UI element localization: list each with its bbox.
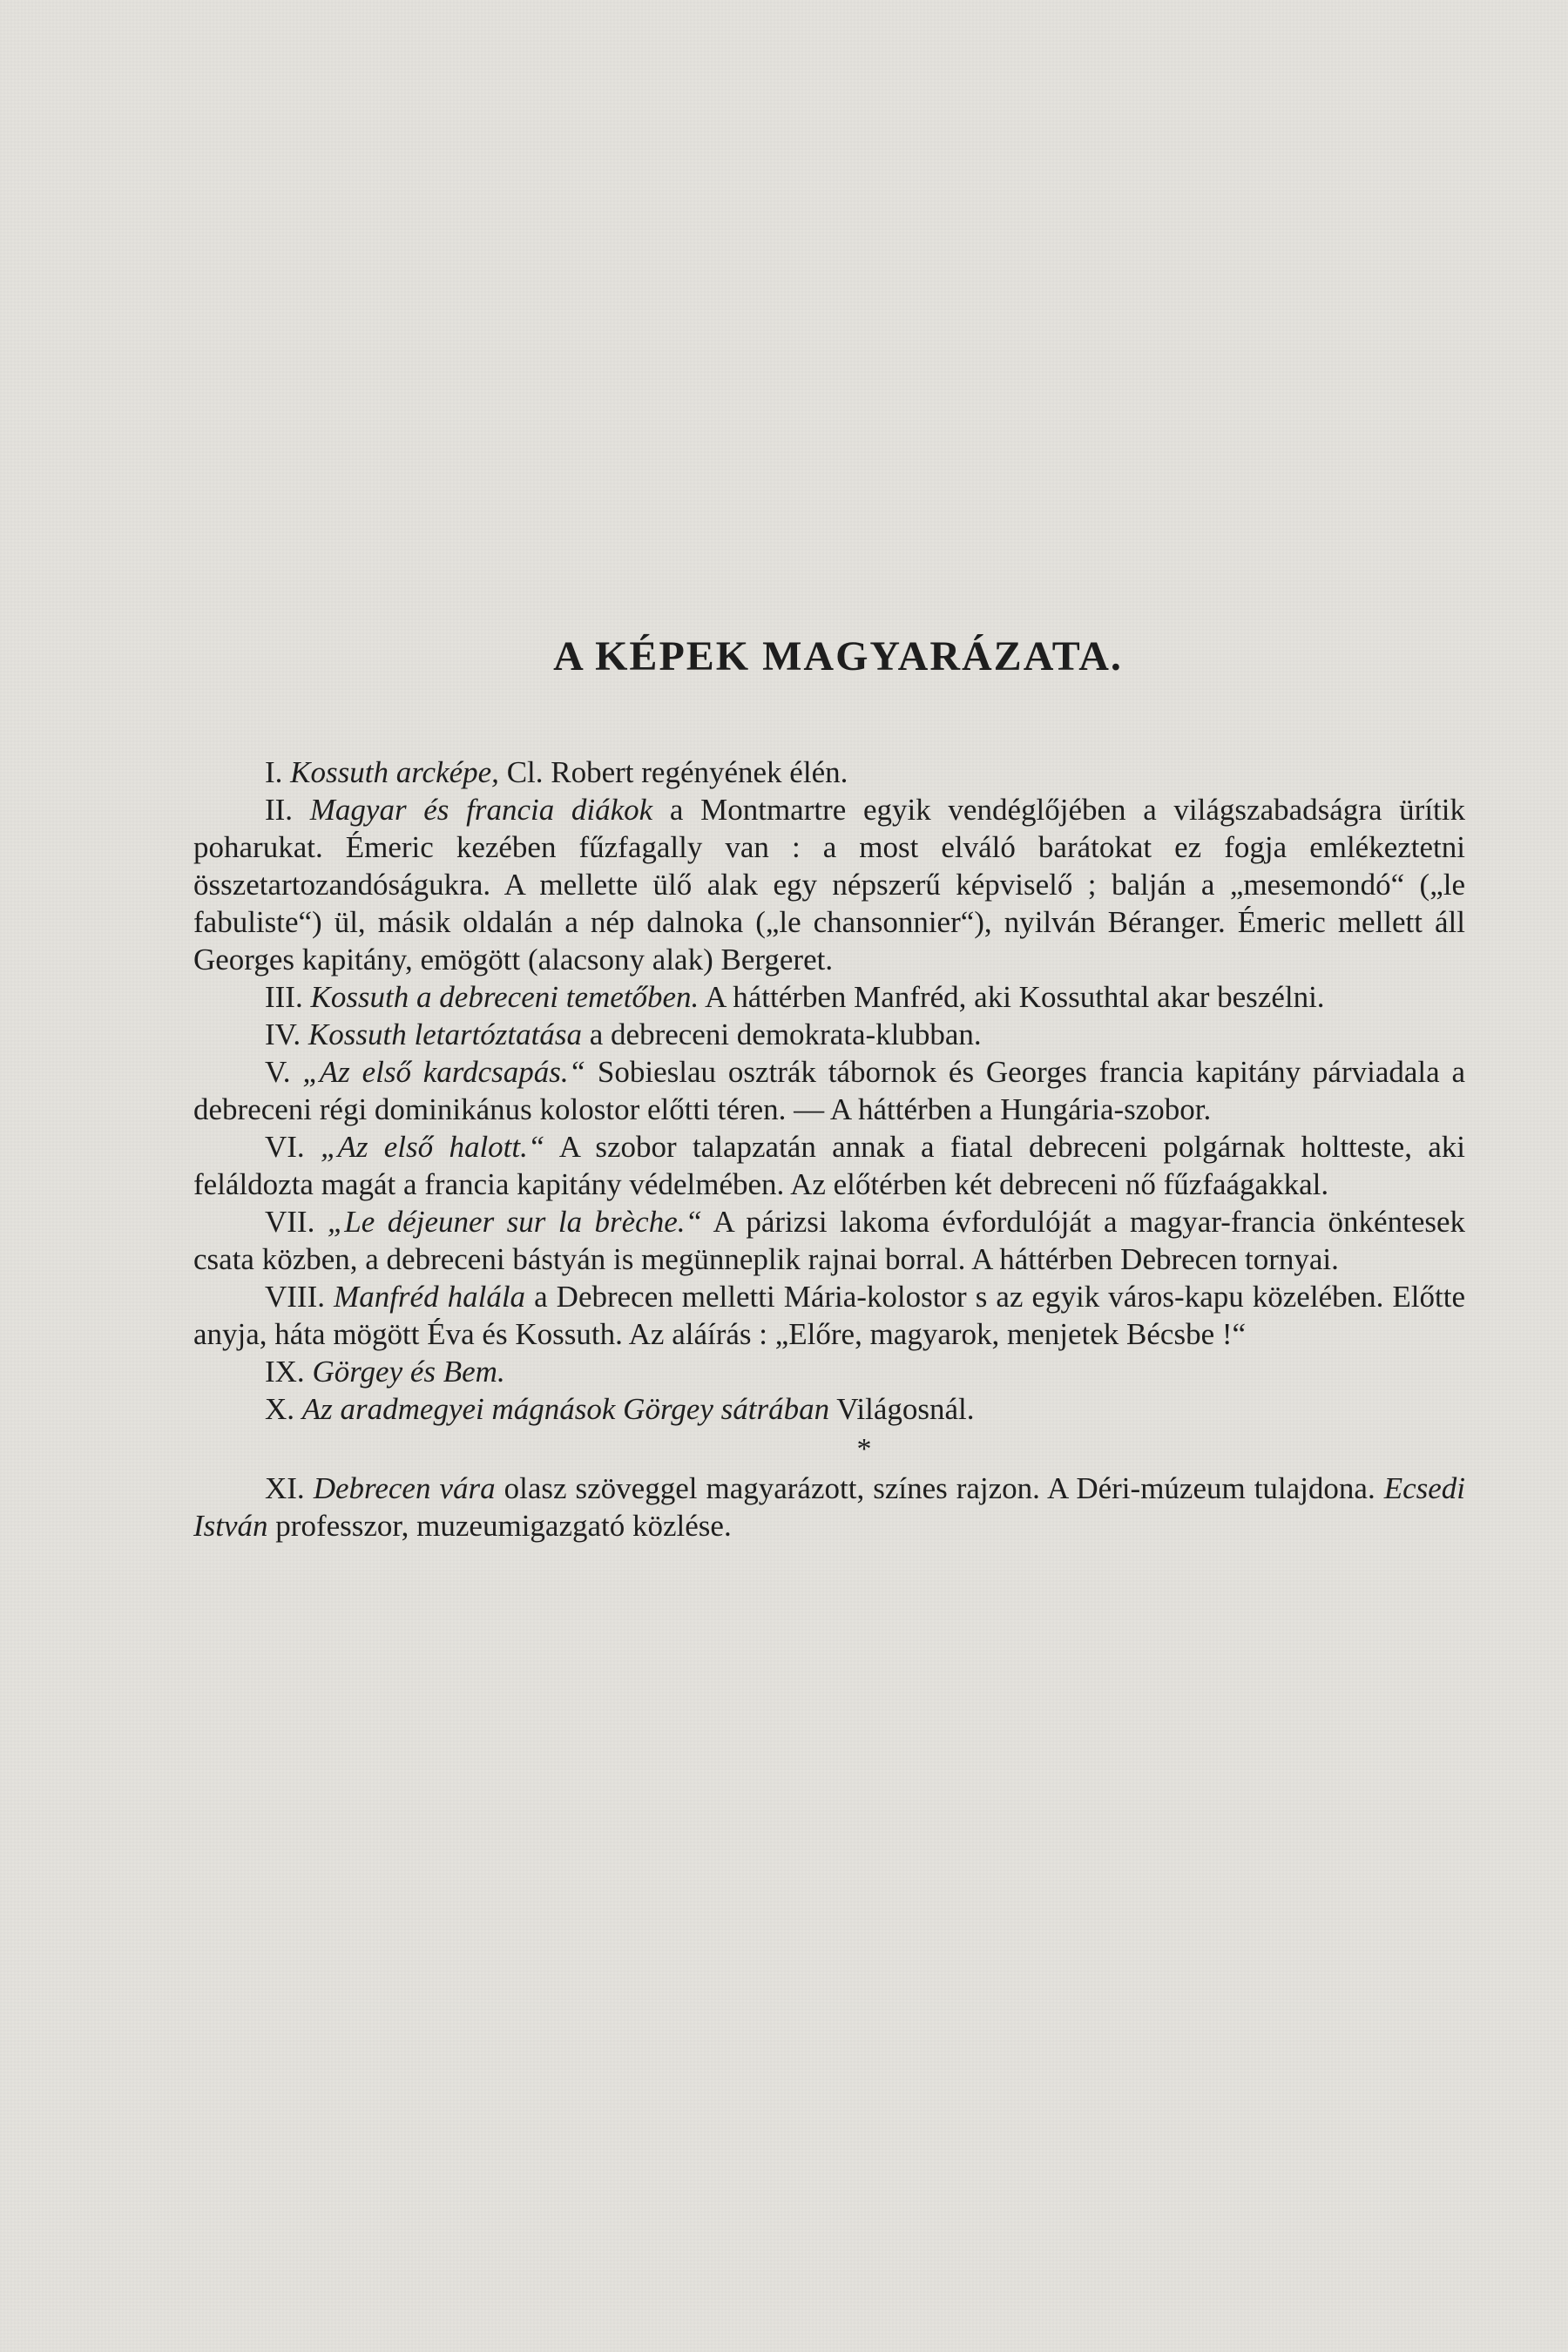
item-text: Cl. Robert regényének élén. <box>498 755 848 789</box>
item-text: olasz szöveggel magyarázott, színes rajzon. A Déri-múzeum tulajdona. <box>495 1471 1384 1505</box>
item-number: VI. <box>265 1130 305 1164</box>
item-number: IV. <box>265 1017 301 1051</box>
item-author: Ecsedi István <box>193 1471 1465 1543</box>
caption-item-1 <box>193 754 1465 791</box>
caption-item-6 <box>193 1128 1465 1203</box>
item-number: I. <box>265 755 283 789</box>
item-title: Kossuth a debreceni temetőben. <box>310 980 700 1014</box>
caption-item-9 <box>193 1353 1465 1390</box>
item-number: V. <box>265 1055 291 1089</box>
page-title: A KÉPEK MAGYARÁZATA. <box>553 633 1123 679</box>
item-text: A párizsi lakoma évfordulóját a magyar-francia önkéntesek csata közben, a debreceni bástyán is megünneplik rajnai borral. A háttérben Debrecen tornyai. <box>193 1205 1466 1276</box>
caption-item-5 <box>193 1053 1465 1128</box>
item-text: professzor, muzeumigazgató közlése. <box>267 1509 732 1543</box>
item-text: a debreceni demokrata-klubban. <box>582 1017 982 1051</box>
item-number: XI. <box>265 1471 305 1505</box>
item-text: a Montmartre egyik vendéglőjében a világszabadságra ürítik poharukat. Émeric kezében fűzfagally van : a most elváló barátokat ez fogja emlékeztetni összetartozandóságukra. A mellette ülő alak egy népszerű képviselő ; balján a „mesemondó“ („le fabuliste“) ül, másik oldalán a nép dalnoka („le chansonnier“), nyilván Béranger. Émeric mellett áll Georges kapitány, emögött (alacsony alak) Bergeret. <box>193 793 1466 977</box>
item-text: A háttérben Manfréd, aki Kossuthtal akar beszélni. <box>699 980 1325 1014</box>
item-number: X. <box>265 1392 295 1426</box>
caption-item-2 <box>193 791 1465 978</box>
caption-item-3 <box>193 978 1465 1016</box>
item-title: Görgey és Bem. <box>312 1355 505 1389</box>
caption-item-8 <box>193 1278 1465 1353</box>
item-title: Debrecen vára <box>313 1471 496 1505</box>
item-text: a Debrecen melletti Mária-kolostor s az egyik város-kapu közelében. Előtte anyja, háta mögött Éva és Kossuth. Az aláírás : „Előre, magyarok, menjetek Bécsbe !“ <box>193 1280 1466 1351</box>
caption-item-11 <box>193 1470 1465 1544</box>
item-text: Világosnál. <box>829 1392 975 1426</box>
caption-item-10 <box>193 1390 1465 1428</box>
caption-item-4 <box>193 1016 1465 1053</box>
document-body <box>193 632 1465 1544</box>
item-title: „Az első halott.“ <box>321 1130 545 1164</box>
section-separator: * <box>856 1433 872 1465</box>
item-title: Magyar és francia diákok <box>309 793 653 827</box>
item-text: A szobor talapzatán annak a fiatal debreceni polgárnak holtteste, aki feláldozta magát a francia kapitány védelmében. Az előtérben két debreceni nő fűzfaágakkal. <box>193 1130 1466 1201</box>
item-text: Sobieslau osztrák tábornok és Georges francia kapitány párviadala a debreceni régi dominikánus kolostor előtti téren. — A háttérben a Hungária-szobor. <box>193 1055 1465 1126</box>
item-title: Kossuth arcképe, <box>290 755 499 789</box>
item-title: „Le déjeuner sur la brèche.“ <box>327 1205 702 1239</box>
caption-item-7 <box>193 1203 1465 1278</box>
item-number: IX. <box>265 1355 305 1389</box>
item-number: VII. <box>265 1205 315 1239</box>
item-title: Manfréd halála <box>334 1280 526 1314</box>
item-title: Kossuth letartóztatása <box>308 1017 582 1051</box>
item-number: II. <box>265 793 294 827</box>
item-number: III. <box>265 980 303 1014</box>
item-number: VIII. <box>265 1280 325 1314</box>
item-title: Az aradmegyei mágnások Görgey sátrában <box>301 1392 830 1426</box>
item-title: „Az első kardcsapás.“ <box>302 1055 586 1089</box>
